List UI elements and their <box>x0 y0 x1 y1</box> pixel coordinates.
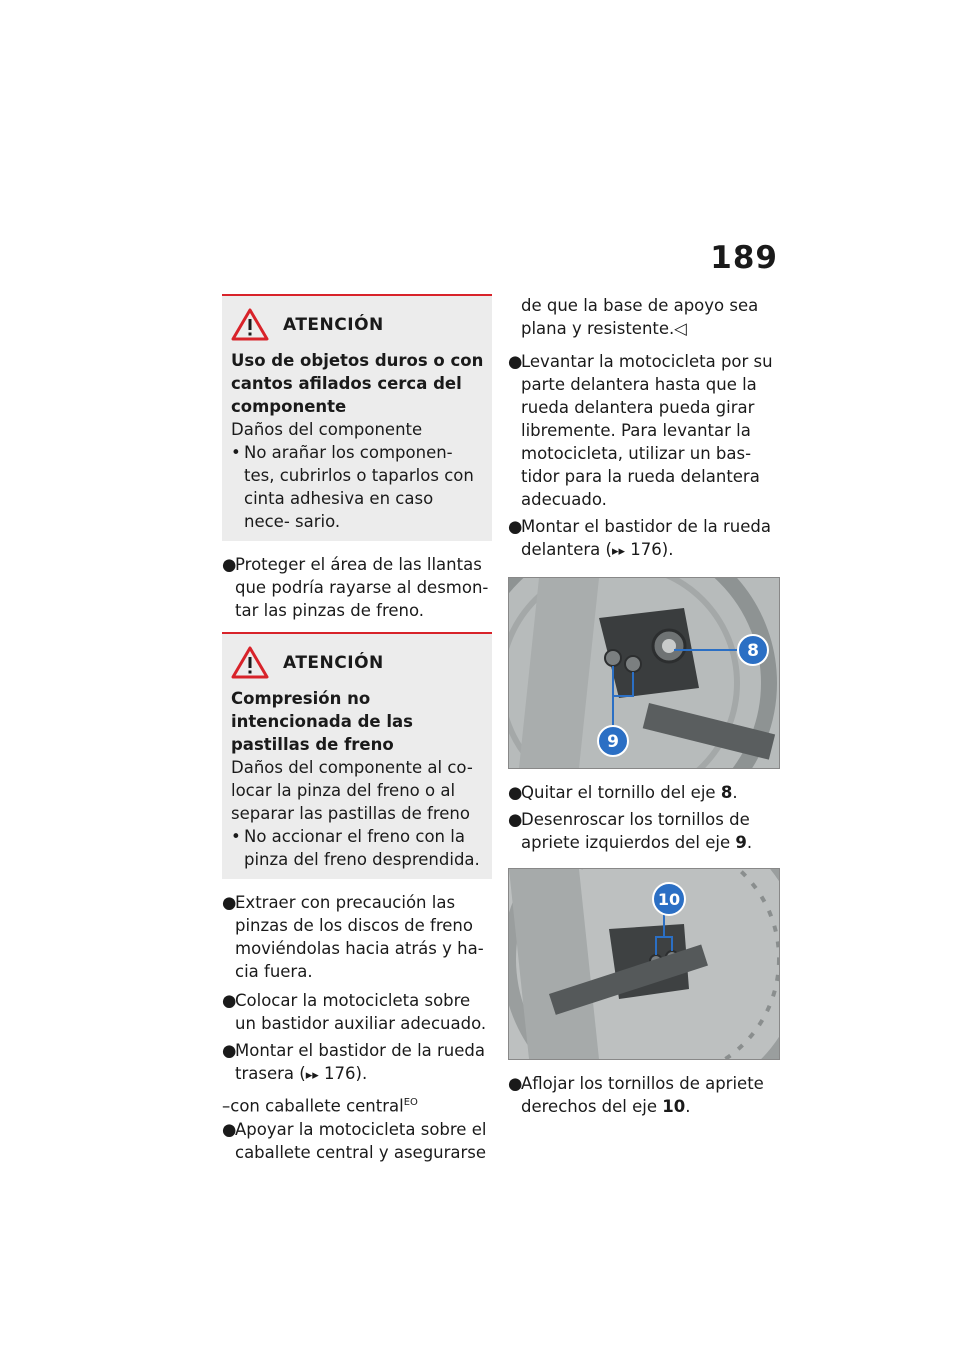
step-center-stand-continued <box>508 294 780 340</box>
step-text: Montar el bastidor de la rueda delantera ( <box>521 517 771 559</box>
condition-dash: – <box>222 1096 231 1116</box>
step-text-end: ). <box>355 1064 368 1083</box>
warning-action-text: No arañar los componen- tes, cubrirlos o taparlos con cinta adhesiva en caso nece- sario. <box>244 443 474 531</box>
left-column <box>222 294 492 1168</box>
step-text: Extraer con precaución las pinzas de los discos de freno moviéndolas hacia atrás y ha- cia fuera. <box>235 893 484 981</box>
bullet-dot: ● <box>508 352 523 371</box>
page-number: 189 <box>710 240 778 276</box>
warning-header <box>231 646 484 679</box>
right-column <box>508 294 780 1122</box>
page-reference-arrow-icon: ▸▸ <box>305 1068 319 1083</box>
warning-consequence: Daños del componente <box>231 420 423 439</box>
page-reference[interactable]: 176 <box>630 540 662 559</box>
bullet-dot: ● <box>222 555 237 574</box>
bullet-dot: ● <box>222 1041 237 1060</box>
step-center-stand <box>222 1118 492 1164</box>
warning-box-2 <box>222 632 492 879</box>
step-remove-axle-screw: ● Quitar el tornillo del eje 8. <box>508 783 738 802</box>
page-reference[interactable]: 176 <box>324 1064 356 1083</box>
axle-screws-photo-2 <box>508 868 780 1060</box>
step-text: Aflojar los tornillos de apriete derechos del eje <box>521 1074 764 1116</box>
step-lift-front <box>508 350 780 511</box>
warning-heading: Uso de objetos duros o con cantos afilados cerca del componente <box>231 351 484 416</box>
step-auxiliary-stand <box>222 989 492 1035</box>
step-loosen-right-screws: ● Aflojar los tornillos de apriete derechos del eje 10. <box>508 1074 764 1116</box>
warning-title: ATENCIÓN <box>283 652 384 673</box>
bullet-dot: ● <box>222 893 237 912</box>
step-remove-calipers <box>222 891 492 983</box>
condition-superscript: EO <box>403 1097 418 1108</box>
callout-8: 8 <box>747 641 759 661</box>
warning-action-text: No accionar el freno con la pinza del freno desprendida. <box>244 827 480 869</box>
bullet-dot: ● <box>222 1119 237 1139</box>
step-text: de que la base de apoyo sea plana y resistente. <box>521 296 759 338</box>
callout-9: 9 <box>607 732 619 752</box>
bullet-dot: ● <box>508 810 523 829</box>
warning-triangle-icon <box>231 646 269 679</box>
step-protect-rims <box>222 553 492 622</box>
warning-action <box>231 825 484 871</box>
step-text: Levantar la motocicleta por su parte delantera hasta que la rueda delantera pueda girar libremente. Para levantar la motocicleta, utilizar un bas- tidor para la rueda delantera adecuado. <box>521 352 773 509</box>
step-text-end: ). <box>661 540 674 559</box>
step-loosen-left-screws: ● Desenroscar los tornillos de apriete izquierdos del eje 9. <box>508 810 753 852</box>
warning-title: ATENCIÓN <box>283 314 384 335</box>
callout-10: 10 <box>657 890 681 909</box>
warning-heading: Compresión no intencionada de las pastillas de freno <box>231 689 413 754</box>
condition-text: con caballete central <box>230 1096 404 1116</box>
warning-header <box>231 308 484 341</box>
bullet-dot: • <box>231 827 241 846</box>
warning-triangle-icon <box>231 308 269 341</box>
warning-box-1 <box>222 294 492 541</box>
bullet-dot: • <box>231 443 241 462</box>
axle-screws-photo-1 <box>508 577 780 769</box>
step-text: Colocar la motocicleta sobre un bastidor auxiliar adecuado. <box>235 991 487 1033</box>
item-number: 10 <box>662 1097 686 1116</box>
step-text: Proteger el área de las llantas que podría rayarse al desmon- tar las pinzas de freno. <box>235 555 489 620</box>
condition-line <box>222 1091 492 1118</box>
step-front-stand <box>508 515 780 563</box>
step-text: Desenroscar los tornillos de apriete izquierdos del eje <box>521 810 750 852</box>
bullet-dot: ● <box>222 991 237 1010</box>
step-text: Apoyar la motocicleta sobre el caballete central y asegurarse <box>235 1119 487 1162</box>
warning-consequence: Daños del componente al co- locar la pinza del freno o al separar las pastillas de freno <box>231 758 473 823</box>
item-number: 8 <box>720 783 733 802</box>
end-of-step-icon: ◁ <box>674 319 687 338</box>
bullet-dot: ● <box>508 783 523 802</box>
step-text: Quitar el tornillo del eje <box>521 783 721 802</box>
item-number: 9 <box>735 833 747 852</box>
step-rear-stand <box>222 1039 492 1087</box>
warning-action <box>231 441 484 533</box>
bullet-dot: ● <box>508 517 523 536</box>
step-text: Montar el bastidor de la rueda trasera ( <box>235 1041 485 1083</box>
page-reference-arrow-icon: ▸▸ <box>611 544 626 559</box>
bullet-dot: ● <box>508 1074 523 1093</box>
